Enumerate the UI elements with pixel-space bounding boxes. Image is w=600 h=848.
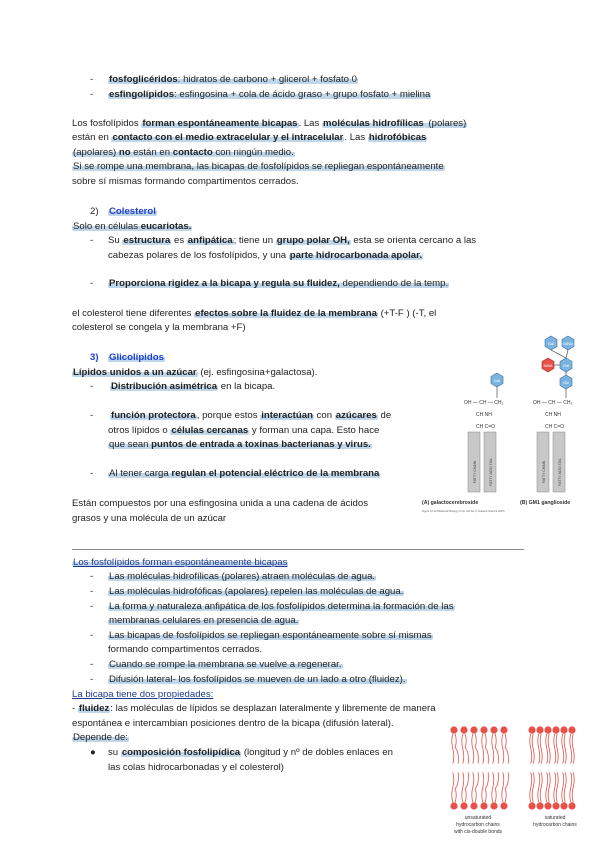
lipid-tail: [452, 772, 454, 802]
figure-label: saturated: [544, 815, 566, 821]
dash: -: [90, 381, 94, 392]
lipid-tail: [554, 772, 556, 802]
figure-caption: Figure 10-16 Molecular Biology of the Cell 6e (© Garland Science 2015): [422, 510, 505, 513]
lipid-head: [480, 726, 487, 733]
lipid-tail: [564, 734, 566, 764]
lipid-head: [490, 726, 497, 733]
dash: -: [90, 601, 94, 612]
chain-label: FATTY ACID TAIL: [489, 458, 493, 486]
dash: -: [90, 74, 94, 85]
lipid-tail: [546, 772, 548, 802]
lipid-head: [470, 802, 477, 809]
paragraph-line: Están compuestos por una esfingosina unida a una cadena de ácidos: [72, 498, 369, 509]
lipid-tail: [570, 772, 572, 802]
lipid-head: [544, 802, 551, 809]
list-item-esfingolipidos: esfingolípidos: esfingosina + cola de ácido graso + grupo fosfato + mielina: [109, 89, 431, 100]
lipid-head: [500, 726, 507, 733]
list-item: cabezas polares de los fosfolípidos, y una parte hidrocarbonada apolar.: [108, 250, 423, 261]
lipid-tail: [548, 772, 550, 802]
list-item: función protectora, porque estos interactúan con azúcares de: [111, 410, 392, 421]
lipid-tail: [472, 772, 474, 802]
list-item: Proporciona rigidez a la bicapa y regula su fluidez, dependiendo de la temp.: [109, 278, 449, 289]
lipid-tail: [495, 772, 498, 802]
lipid-tail: [482, 734, 484, 764]
section-heading-glicolipidos: Glicolípidos: [109, 352, 164, 363]
lipid-tail: [562, 772, 564, 802]
lipid-head: [536, 802, 543, 809]
lipid-tail: [572, 734, 574, 764]
list-item: La forma y naturaleza anfipática de los fosfolípidos determina la formación de las: [109, 601, 454, 612]
paragraph-line: Depende de:: [73, 732, 128, 743]
lipid-tail: [532, 772, 534, 802]
paragraph-line: el colesterol tiene diferentes efectos sobre la fluidez de la membrana (+T-F ) (-T, el: [72, 308, 437, 319]
lipid-tail: [532, 734, 534, 764]
lipid-head: [528, 802, 535, 809]
lipid-head: [552, 802, 559, 809]
list-item: Las moléculas hidrofóficas (apolares) repelen las moléculas de agua.: [109, 586, 404, 597]
lipid-head: [528, 726, 535, 733]
dash: -: [90, 674, 94, 685]
list-item-fosfogliceridos: fosfoglicéridos: hidratos de carbono + glicerol + fosfato 0: [109, 74, 357, 85]
lipid-tail: [485, 772, 488, 802]
lipid-tail: [530, 734, 532, 764]
lipid-head: [552, 726, 559, 733]
dash: -: [90, 468, 94, 479]
dash: -: [90, 586, 94, 597]
lipid-head: [450, 726, 457, 733]
svg-text:OH — CH — CH₂: OH — CH — CH₂: [464, 400, 504, 406]
saturated-bilayer: [528, 726, 575, 809]
section-number: 3): [90, 352, 99, 363]
list-item: que sean puntos de entrada a toxinas bacterianas y virus.: [109, 439, 371, 450]
list-item: las colas hidrocarbonadas y el colesterol): [108, 762, 284, 773]
lipid-head: [568, 726, 575, 733]
lipid-tail: [570, 734, 572, 764]
dash: -: [90, 630, 94, 641]
lipid-tail: [455, 772, 458, 802]
svg-text:CH NH: CH NH: [476, 412, 492, 418]
svg-text:CH NH: CH NH: [545, 412, 561, 418]
chain-label: FATTY CHAIN: [542, 460, 546, 484]
section-heading-colesterol: Colesterol: [109, 206, 156, 217]
figure-label: hydrocarbon chains: [456, 822, 500, 828]
lipid-tail: [546, 734, 548, 764]
paragraph-line: espontánea e intercambian posiciones dentro de la bicapa (difusión lateral).: [72, 718, 394, 729]
glycolipid-figure: [420, 332, 588, 516]
lipid-tail: [462, 772, 464, 802]
lipid-tail: [475, 772, 478, 802]
lipid-tail: [452, 734, 454, 764]
paragraph-line: - fluidez: las moléculas de lípidos se desplazan lateralmente y libremente de manera: [72, 703, 436, 714]
list-item: su composición fosfolipídica (longitud y nº de dobles enlaces en: [108, 747, 393, 758]
lipid-tail: [572, 772, 574, 802]
lipid-tail: [502, 772, 504, 802]
lipid-head: [560, 802, 567, 809]
lipid-tail: [505, 734, 508, 764]
lipid-head: [450, 802, 457, 809]
lipid-head: [460, 802, 467, 809]
list-item: Las bicapas de fosfolípidos se repliegan espontáneamente sobre sí mismas: [109, 630, 432, 641]
lipid-head: [536, 726, 543, 733]
lipid-head: [560, 726, 567, 733]
properties-heading: La bicapa tiene dos propiedades:: [72, 689, 214, 700]
paragraph-line: grasos y una molécula de un azúcar: [72, 513, 227, 524]
sugar-label: NANA: [543, 364, 553, 368]
sugar-label: Gal: [562, 363, 570, 368]
lipid-tail: [538, 734, 540, 764]
figure-label: hydrocarbon chains: [533, 822, 577, 828]
bullet-icon: ●: [90, 747, 96, 758]
list-item: Las moléculas hidrofílicas (polares) atraen moléculas de agua.: [109, 571, 376, 582]
dash: -: [90, 659, 94, 670]
lipid-tail: [540, 772, 542, 802]
figure-label: with cis-double bonds: [453, 829, 503, 835]
lipid-tail: [495, 734, 498, 764]
svg-text:CH C=O: CH C=O: [476, 424, 496, 430]
list-item: Al tener carga regulan el potencial eléctrico de la membrana: [109, 468, 380, 479]
figure-label: unsaturated: [464, 815, 492, 821]
paragraph-line: colesterol se congela y la membrana +F): [72, 322, 246, 333]
lipid-head: [544, 726, 551, 733]
paragraph-line: sobre sí mismas formando compartimentos cerrados.: [72, 176, 299, 187]
divider: [72, 549, 524, 550]
lipid-tail: [475, 734, 478, 764]
sugar-label: Gal: [493, 378, 501, 383]
lipid-tail: [492, 734, 494, 764]
sugar-label: Gal: [547, 341, 555, 346]
lipid-tail: [505, 772, 508, 802]
dash: -: [90, 571, 94, 582]
svg-text:CH C=O: CH C=O: [545, 424, 565, 430]
lipid-tail: [485, 734, 488, 764]
lipid-tail: [556, 734, 558, 764]
dash: -: [90, 89, 94, 100]
paragraph-line: están en contacto con el medio extracelular y el intracelular. Las hidrofóbicas: [72, 132, 427, 143]
lipid-tail: [556, 772, 558, 802]
lipid-tail: [462, 734, 464, 764]
lipid-tail: [538, 772, 540, 802]
list-item: Distribución asimétrica en la bicapa.: [111, 381, 276, 392]
paragraph-line: Los fosfolípidos forman espontáneamente bicapas. Las moléculas hidrofílicas (polares): [72, 118, 467, 129]
lipid-tail: [482, 772, 484, 802]
unsaturated-bilayer: [450, 726, 508, 809]
chain-label: FATTY CHAIN: [473, 460, 477, 484]
lipid-tail: [472, 734, 474, 764]
lipid-head: [500, 802, 507, 809]
lipid-head: [568, 802, 575, 809]
lipid-head: [480, 802, 487, 809]
sugar-label: Glc: [563, 380, 569, 385]
figure-label-a: (A) galactocerebroside: [422, 500, 479, 506]
summary-heading: Los fosfolípidos forman espontáneamente bicapas: [73, 557, 288, 568]
lipid-head: [460, 726, 467, 733]
list-item: membranas celulares en presencia de agua.: [109, 615, 299, 626]
lipid-tail: [530, 772, 532, 802]
dash: -: [90, 278, 94, 289]
lipid-tail: [502, 734, 504, 764]
svg-text:OH — CH — CH₂: OH — CH — CH₂: [533, 400, 573, 406]
figure-label-b: (B) GM1 ganglioside: [520, 500, 571, 506]
lipid-tail: [465, 734, 468, 764]
lipid-tail: [455, 734, 458, 764]
list-item: formando compartimentos cerrados.: [108, 644, 263, 655]
sugar-label: GalNAc: [562, 342, 574, 346]
dash: -: [90, 410, 94, 421]
paragraph-line: Solo en células eucariotas.: [73, 221, 192, 232]
paragraph-line: Si se rompe una membrana, las bicapas de fosfolípidos se repliegan espontáneamente: [73, 161, 444, 172]
lipid-tail: [564, 772, 566, 802]
chain-label: FATTY ACID TAIL: [558, 458, 562, 486]
section-number: 2): [90, 206, 99, 217]
list-item: Cuando se rompe la membrana se vuelve a regenerar.: [109, 659, 342, 670]
list-item: Su estructura es anfipática; tiene un grupo polar OH, esta se orienta cercano a las: [108, 235, 477, 246]
lipid-head: [490, 802, 497, 809]
list-item: Difusión lateral- los fosfolípidos se mueven de un lado a otro (fluidez).: [109, 674, 406, 685]
list-item: otros lípidos o células cercanas y forman una capa. Esto hace: [108, 425, 380, 436]
lipid-tail: [465, 772, 468, 802]
lipid-tail: [548, 734, 550, 764]
bilayer-figure: [440, 724, 590, 844]
dash: -: [90, 235, 94, 246]
lipid-tail: [562, 734, 564, 764]
lipid-tail: [554, 734, 556, 764]
lipid-tail: [492, 772, 494, 802]
paragraph-line: Lípidos unidos a un azúcar (ej. esfingosina+galactosa).: [73, 367, 318, 378]
lipid-tail: [540, 734, 542, 764]
lipid-head: [470, 726, 477, 733]
paragraph-line: (apolares) no están en contacto con ningún medio.: [73, 147, 294, 158]
